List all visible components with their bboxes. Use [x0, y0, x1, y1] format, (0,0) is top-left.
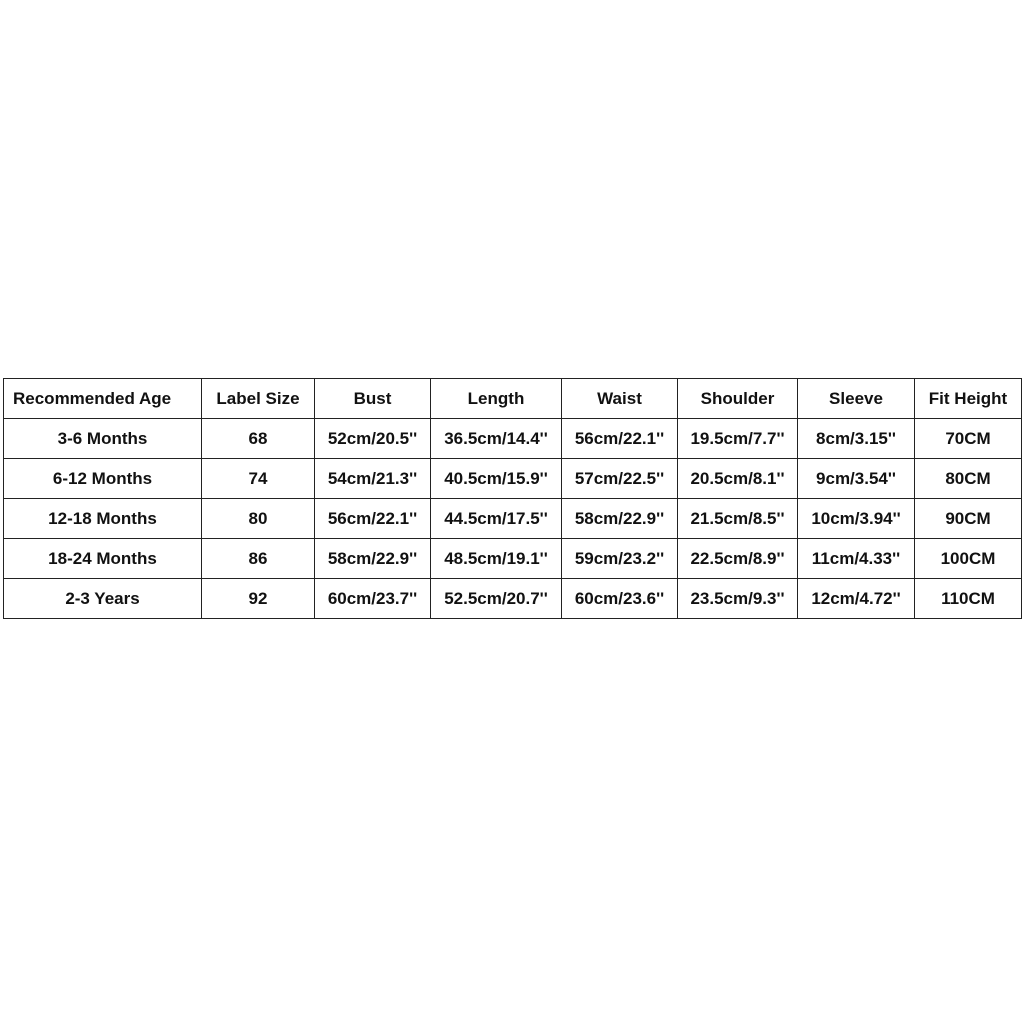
- header-waist: Waist: [562, 379, 678, 419]
- header-shoulder: Shoulder: [678, 379, 798, 419]
- cell-bust: 54cm/21.3'': [315, 459, 431, 499]
- cell-label-size: 80: [202, 499, 315, 539]
- cell-recommended-age: 6-12 Months: [4, 459, 202, 499]
- header-bust: Bust: [315, 379, 431, 419]
- cell-fit-height: 90CM: [915, 499, 1022, 539]
- header-label-size: Label Size: [202, 379, 315, 419]
- cell-waist: 59cm/23.2'': [562, 539, 678, 579]
- cell-waist: 56cm/22.1'': [562, 419, 678, 459]
- cell-bust: 60cm/23.7'': [315, 579, 431, 619]
- cell-bust: 56cm/22.1'': [315, 499, 431, 539]
- cell-label-size: 86: [202, 539, 315, 579]
- header-recommended-age: Recommended Age: [4, 379, 202, 419]
- cell-shoulder: 23.5cm/9.3'': [678, 579, 798, 619]
- cell-length: 36.5cm/14.4'': [431, 419, 562, 459]
- cell-shoulder: 19.5cm/7.7'': [678, 419, 798, 459]
- cell-recommended-age: 3-6 Months: [4, 419, 202, 459]
- cell-fit-height: 80CM: [915, 459, 1022, 499]
- cell-fit-height: 100CM: [915, 539, 1022, 579]
- header-fit-height: Fit Height: [915, 379, 1022, 419]
- cell-waist: 58cm/22.9'': [562, 499, 678, 539]
- table-row: [4, 419, 1022, 459]
- cell-label-size: 92: [202, 579, 315, 619]
- cell-recommended-age: 18-24 Months: [4, 539, 202, 579]
- cell-recommended-age: 2-3 Years: [4, 579, 202, 619]
- cell-bust: 52cm/20.5'': [315, 419, 431, 459]
- cell-length: 52.5cm/20.7'': [431, 579, 562, 619]
- cell-label-size: 74: [202, 459, 315, 499]
- size-chart-table: [3, 378, 1022, 619]
- table-row: [4, 539, 1022, 579]
- cell-sleeve: 12cm/4.72'': [798, 579, 915, 619]
- table-row: [4, 459, 1022, 499]
- cell-shoulder: 21.5cm/8.5'': [678, 499, 798, 539]
- cell-sleeve: 11cm/4.33'': [798, 539, 915, 579]
- cell-shoulder: 20.5cm/8.1'': [678, 459, 798, 499]
- header-sleeve: Sleeve: [798, 379, 915, 419]
- cell-waist: 57cm/22.5'': [562, 459, 678, 499]
- table-row: [4, 499, 1022, 539]
- cell-sleeve: 10cm/3.94'': [798, 499, 915, 539]
- cell-sleeve: 9cm/3.54'': [798, 459, 915, 499]
- cell-waist: 60cm/23.6'': [562, 579, 678, 619]
- cell-sleeve: 8cm/3.15'': [798, 419, 915, 459]
- cell-shoulder: 22.5cm/8.9'': [678, 539, 798, 579]
- cell-fit-height: 70CM: [915, 419, 1022, 459]
- header-length: Length: [431, 379, 562, 419]
- cell-label-size: 68: [202, 419, 315, 459]
- cell-fit-height: 110CM: [915, 579, 1022, 619]
- header-row: [4, 379, 1022, 419]
- cell-length: 48.5cm/19.1'': [431, 539, 562, 579]
- cell-recommended-age: 12-18 Months: [4, 499, 202, 539]
- cell-length: 44.5cm/17.5'': [431, 499, 562, 539]
- table-row: [4, 579, 1022, 619]
- cell-length: 40.5cm/15.9'': [431, 459, 562, 499]
- cell-bust: 58cm/22.9'': [315, 539, 431, 579]
